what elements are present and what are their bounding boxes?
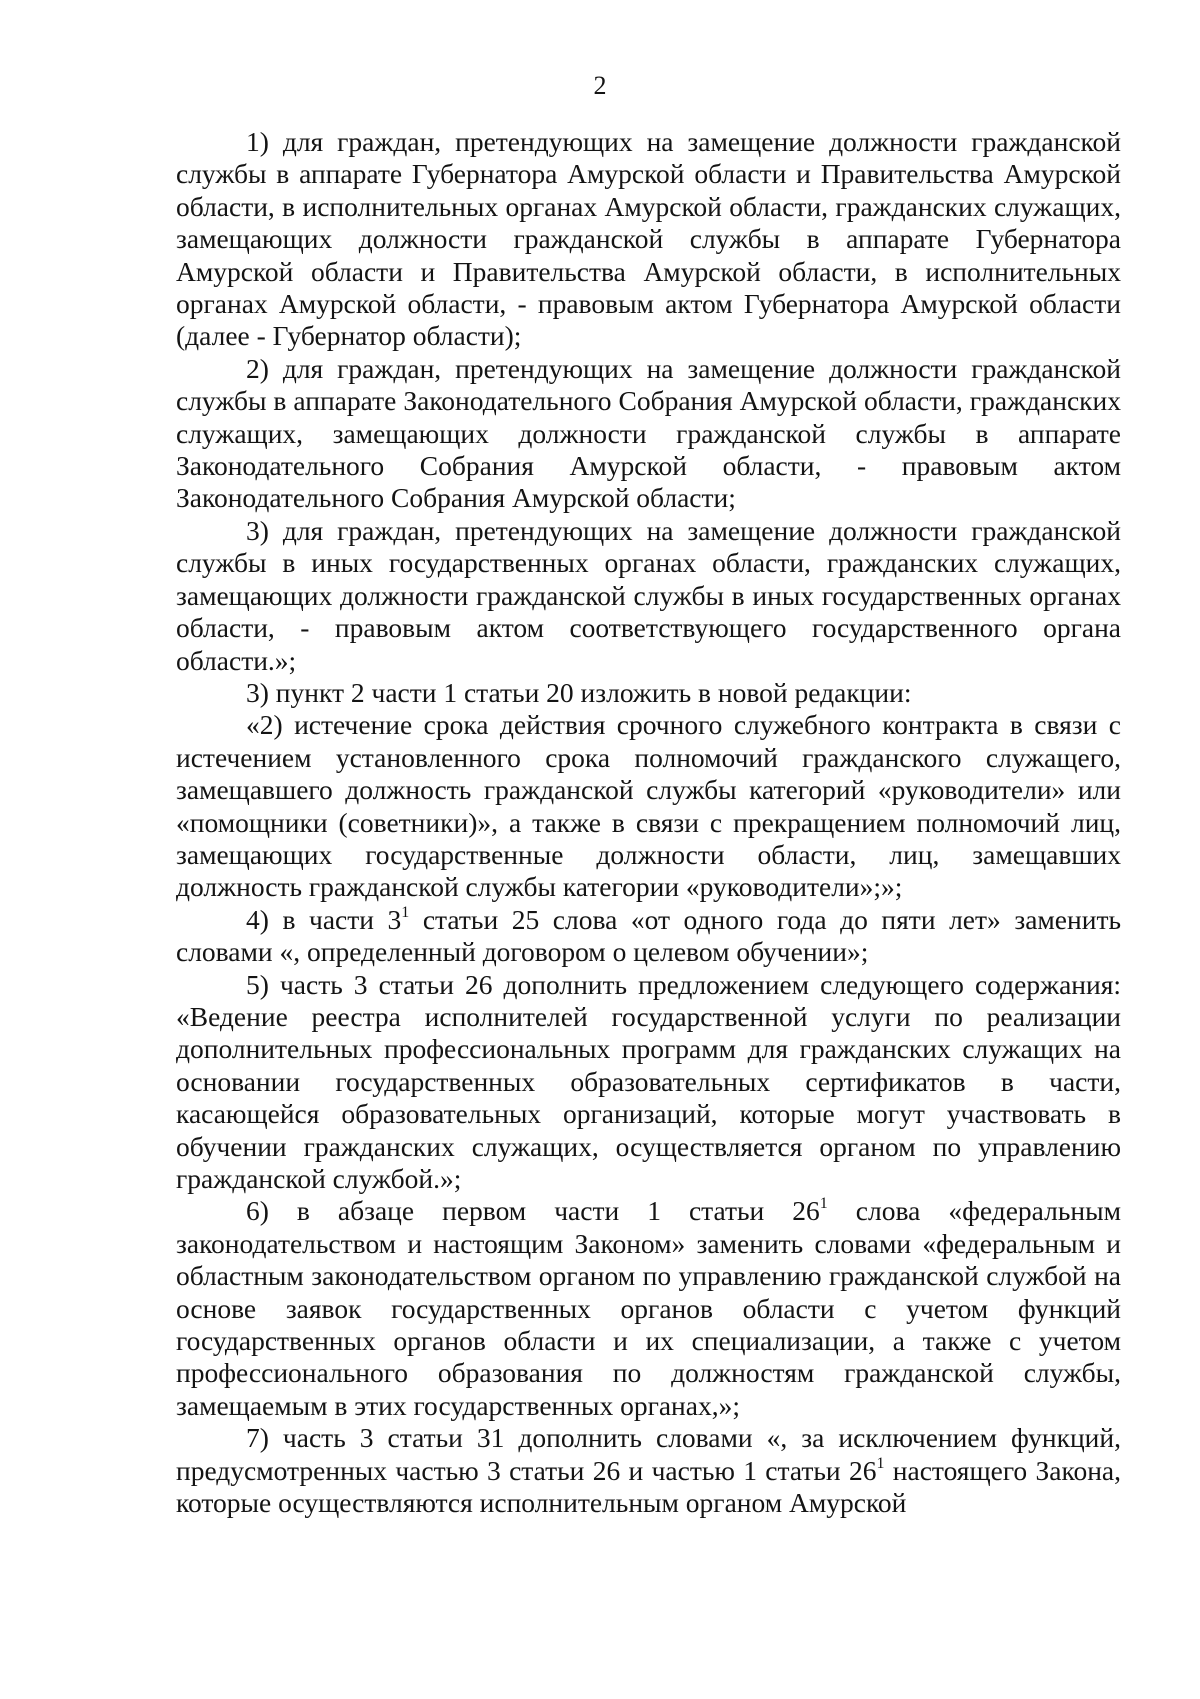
paragraph-8-text-a: 6) в абзаце первом части 1 статьи 26 — [246, 1195, 820, 1227]
paragraph-2: 2) для граждан, претендующих на замещение должности гражданской службы в аппарате Законодательного Собрания Амурской области, гражданских служащих, замещающих должности гражданской службы в аппарате Законодательного Собрания Амурской области, - правовым актом Законодательного Собрания Амурской области; — [176, 352, 1121, 514]
page-number: 2 — [593, 71, 607, 100]
paragraph-6-text-a: 4) в части 3 — [246, 903, 402, 935]
paragraph-6 — [176, 904, 1121, 969]
paragraph-9-text-b: настоящего Закона, которые осуществляются исполнительным органом Амурской — [176, 1454, 1121, 1519]
paragraph-1: 1) для граждан, претендующих на замещение должности гражданской службы в аппарате Губернатора Амурской области и Правительства Амурской области, в исполнительных органах Амурской области, гражданских служащих, замещающих должности гражданской службы в аппарате Губернатора Амурской области и Правительства Амурской области, в исполнительных органах Амурской области, - правовым актом Губернатора Амурской области (далее - Губернатор области); — [176, 126, 1121, 352]
paragraph-4: 3) пункт 2 части 1 статьи 20 изложить в новой редакции: — [246, 676, 912, 708]
superscript-marker: 1 — [876, 1454, 885, 1472]
document-body — [176, 126, 1121, 1519]
superscript-marker: 1 — [819, 1195, 828, 1213]
superscript-marker: 1 — [401, 903, 410, 921]
paragraph-3: 3) для граждан, претендующих на замещение должности гражданской службы в иных государственных органах области, гражданских служащих, замещающих должности гражданской службы в иных государственных органах области, - правовым актом соответствующего государственного органа области.»; — [176, 514, 1121, 676]
paragraph-9-text-a: 7) часть 3 статьи 31 дополнить словами «, за исключением функций, предусмотренных частью 3 статьи 26 и частью 1 статьи 26 — [176, 1422, 1121, 1486]
paragraph-6-text-b: статьи 25 слова «от одного года до пяти лет» заменить словами «, определенный договором о целевом обучении»; — [176, 903, 1121, 968]
paragraph-5: «2) истечение срока действия срочного служебного контракта в связи с истечением установленного срока полномочий гражданского служащего, замещавшего должность гражданской службы категорий «руководители» или «помощники (советники)», а также в связи с прекращением полномочий лиц, замещающих государственные должности области, лиц, замещавших должность гражданской службы категории «руководители»;»; — [176, 709, 1121, 903]
paragraph-9 — [176, 1422, 1121, 1519]
paragraph-8 — [176, 1195, 1121, 1422]
paragraph-7: 5) часть 3 статьи 26 дополнить предложением следующего содержания: «Ведение реестра исполнителей государственной услуги по реализации дополнительных профессиональных программ для гражданских служащих на основании государственных образовательных сертификатов в части, касающейся образовательных организаций, которые могут участвовать в обучении гражданских служащих, осуществляется органом по управлению гражданской службой.»; — [176, 968, 1121, 1194]
paragraph-8-text-b: слова «федеральным законодательством и настоящим Законом» заменить словами «федеральным и областным законодательством органом по управлению гражданской службой на основе заявок государственных органов области с учетом функций государственных органов области и их специализации, а также с учетом профессионального образования по должностям гражданской службы, замещаемым в этих государственных органах,»; — [176, 1195, 1121, 1421]
